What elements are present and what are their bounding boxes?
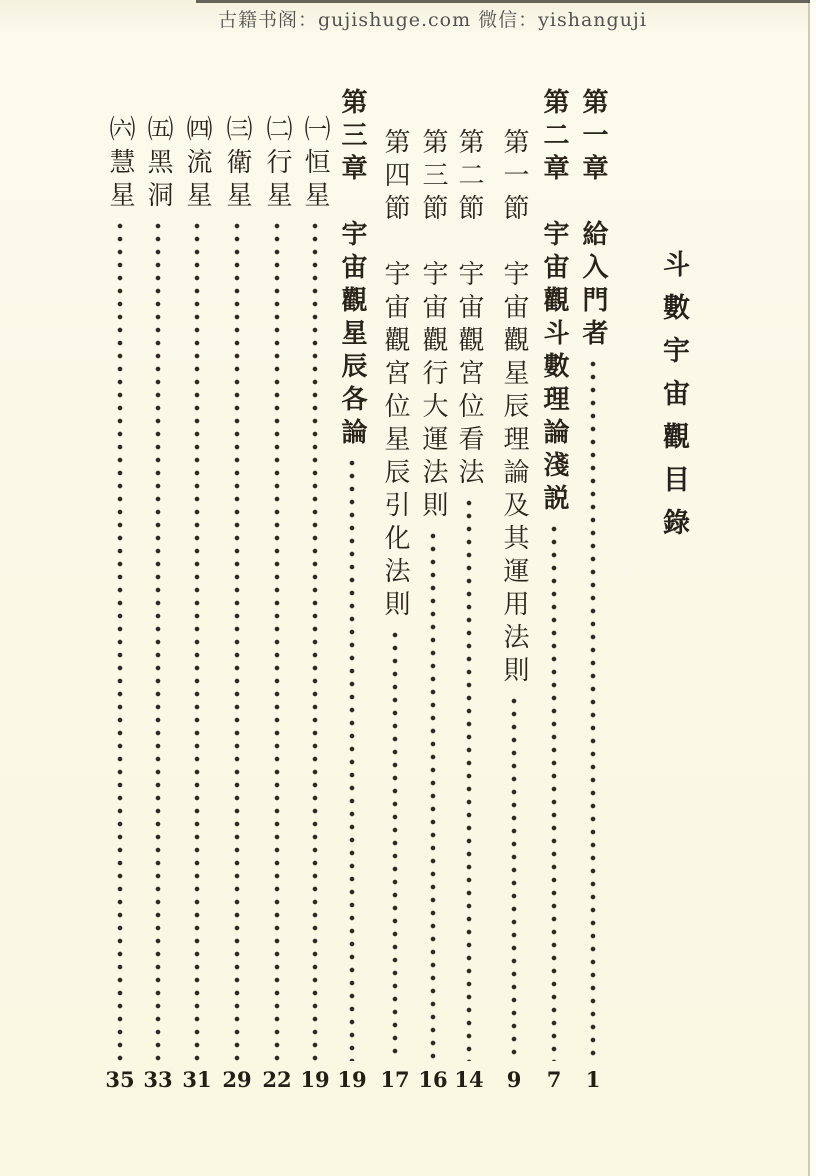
dot-leader <box>430 530 436 1061</box>
toc-entry-label: ㈣流星 <box>182 115 212 214</box>
toc-entry-star-3 <box>219 115 255 1090</box>
toc-entry-section-4 <box>377 128 413 1090</box>
toc-entry-chapter-2 <box>536 88 572 1090</box>
toc-entry-label: 第三節 宇宙觀行大運法則 <box>418 128 448 524</box>
toc-entry-label: 第一章 給入門者 <box>578 88 608 352</box>
toc-entry-chapter-3 <box>334 88 370 1090</box>
page-number: 33 <box>143 1067 173 1092</box>
toc-entry-section-3 <box>415 128 451 1090</box>
toc-entry-star-1 <box>297 115 333 1090</box>
dot-leader <box>590 358 596 1061</box>
toc-entry-label: ㈡行星 <box>262 115 292 214</box>
toc-entry-chapter-1 <box>575 88 611 1090</box>
toc-entry-section-1 <box>496 128 532 1090</box>
page-number: 16 <box>418 1067 448 1092</box>
page-number: 31 <box>182 1067 212 1092</box>
scan-top-edge-line <box>196 0 810 3</box>
toc-entry-star-2 <box>259 115 295 1090</box>
toc-entry-star-6 <box>102 115 138 1090</box>
dot-leader <box>551 523 557 1061</box>
toc-entry-label: 第二節 宇宙觀宮位看法 <box>454 128 484 491</box>
toc-entry-label: ㈤黑洞 <box>143 115 173 214</box>
page-number: 9 <box>506 1067 522 1092</box>
toc-entry-label: ㈠恒星 <box>300 115 330 214</box>
toc-entry-section-2 <box>451 128 487 1090</box>
dot-leader <box>312 220 318 1061</box>
toc-entry-star-5 <box>140 115 176 1090</box>
dot-leader <box>392 629 398 1061</box>
scan-right-margin <box>810 0 816 1176</box>
toc-entry-label: 第二章 宇宙觀斗數理論淺説 <box>539 88 569 517</box>
toc-entry-label: ㈥慧星 <box>105 115 135 214</box>
toc-entry-label: 第三章 宇宙觀星辰各論 <box>337 88 367 451</box>
dot-leader <box>234 220 240 1061</box>
page-number: 35 <box>105 1067 135 1092</box>
dot-leader <box>274 220 280 1061</box>
dot-leader <box>194 220 200 1061</box>
page-number: 17 <box>380 1067 410 1092</box>
dot-leader <box>155 220 161 1061</box>
page-number: 19 <box>337 1067 367 1092</box>
page-number: 14 <box>454 1067 484 1092</box>
page-number: 29 <box>222 1067 252 1092</box>
watermark-header: 古籍书阁：gujishuge.com 微信：yishanguji <box>218 9 647 31</box>
page-number: 7 <box>546 1067 562 1092</box>
dot-leader <box>466 497 472 1061</box>
book-title: 斗數宇宙觀目錄 <box>658 250 689 551</box>
page-number: 1 <box>585 1067 601 1092</box>
page-number: 22 <box>262 1067 292 1092</box>
toc-entry-label: 第一節 宇宙觀星辰理論及其運用法則 <box>499 128 529 689</box>
dot-leader <box>511 695 517 1061</box>
scan-right-edge-line <box>808 0 810 1176</box>
dot-leader <box>349 457 355 1061</box>
toc-entry-label: 第四節 宇宙觀宮位星辰引化法則 <box>380 128 410 623</box>
dot-leader <box>117 220 123 1061</box>
toc-entry-label: ㈢衛星 <box>222 115 252 214</box>
page-number: 19 <box>300 1067 330 1092</box>
toc-entry-star-4 <box>179 115 215 1090</box>
